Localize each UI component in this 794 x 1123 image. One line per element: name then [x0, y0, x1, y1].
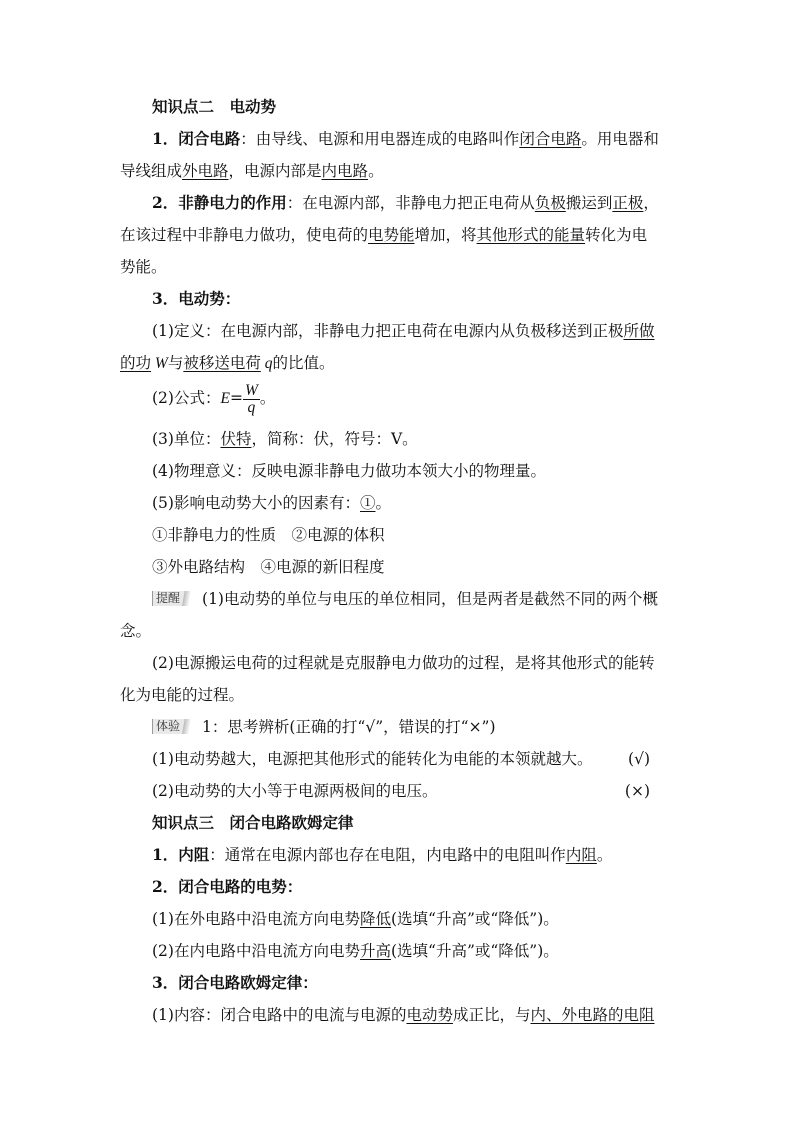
potential-internal [152, 940, 676, 964]
text: 。 [375, 494, 391, 512]
text: (5)影响电动势大小的因素有： [152, 494, 360, 512]
options-line-1: ①非静电力的性质 ②电源的体积 [152, 526, 385, 544]
text: 与 [167, 354, 184, 372]
answer-underline: 电势能 [368, 226, 415, 244]
text: 的比值。 [272, 354, 335, 372]
paragraph-closed-circuit: 1．闭合电路：由导线、电源和用电器连成的电路叫作闭合电路。用电器和 [152, 129, 659, 148]
options-line-2: ③外电路结构 ④电源的新旧程度 [152, 558, 385, 576]
tip-line-2: (2)电源搬运电荷的过程就是克服静电力做功的过程，是将其他形式的能转 [152, 654, 655, 672]
unit-line [152, 428, 676, 452]
text: (1)内容：闭合电路中的电流与电源的 [152, 1006, 407, 1024]
text: 转化为电 [585, 226, 648, 244]
definition-line [152, 320, 676, 344]
variable-q: q [260, 355, 273, 372]
answer-underline: 伏特 [220, 430, 252, 448]
paragraph-closed-circuit-cont [120, 160, 676, 184]
answer-underline: 正极 [612, 194, 644, 212]
text: (选填“升高”或“降低”)。 [390, 942, 559, 960]
text: 搬运到 [565, 194, 613, 212]
paragraph-nonelectrostatic-end: 势能。 [120, 258, 167, 276]
answer-mark: (×) [624, 782, 650, 800]
text: ， [643, 194, 659, 212]
ohm-law-content [152, 1004, 676, 1028]
text: 。 [368, 162, 384, 180]
tip-line-2-cont: 化为电能的过程。 [120, 686, 245, 704]
answer-underline: 升高 [359, 942, 391, 960]
tip-line-1 [152, 588, 676, 612]
experience-line [152, 716, 676, 740]
text: 。 [596, 846, 613, 864]
variable-e: E [220, 390, 230, 407]
answer-underline: 的功 [120, 354, 152, 372]
judgement-item-2 [152, 780, 676, 804]
definition-line-cont [120, 352, 676, 376]
paragraph-nonelectrostatic-cont [120, 224, 676, 248]
section-heading-emf: 知识点二 电动势 [152, 97, 277, 116]
text: (1)在外电路中沿电流方向电势 [152, 910, 360, 928]
text: (1)电动势越大，电源把其他形式的能转化为电能的本领就越大。 [152, 750, 593, 768]
text: 。 [259, 389, 276, 407]
text: ，电源内部是 [228, 162, 322, 180]
answer-underline: 内阻 [565, 846, 597, 864]
potential-external [152, 908, 676, 932]
text: (3)单位： [152, 430, 221, 448]
text: 。用电器和 [581, 130, 659, 148]
answer-underline: 其他形式的能量 [476, 226, 586, 244]
text: ：由导线、电源和用电器连成的电路叫作 [240, 130, 520, 148]
paragraph-nonelectrostatic-force: 2．非静电力的作用：在电源内部，非静电力把正电荷从负极搬运到正极， [152, 193, 659, 212]
answer-mark: (√) [628, 750, 650, 768]
answer-underline: 被移送电荷 [183, 354, 261, 372]
answer-underline: 所做 [623, 322, 655, 340]
answer-underline: 内、外电路的电阻 [530, 1006, 655, 1024]
text: (2)公式： [152, 389, 221, 407]
text: 增加，将 [414, 226, 477, 244]
internal-resistance-line: 1．内阻：通常在电源内部也存在电阻，内电路中的电阻叫作内阻。 [152, 845, 613, 864]
text: ：在电源内部，非静电力把正电荷从 [286, 194, 535, 212]
answer-underline: 外电路 [182, 162, 229, 180]
text: (选填“升高”或“降低”)。 [390, 910, 559, 928]
answer-underline: 内电路 [321, 162, 369, 180]
tip-line-1-cont: 念。 [120, 622, 152, 640]
answer-underline: 闭合电路 [519, 130, 582, 148]
subheading-emf: 3．电动势： [152, 289, 241, 308]
answer-underline: 降低 [359, 910, 391, 928]
fraction-w-over-q [243, 383, 260, 416]
equals-sign: = [229, 389, 243, 407]
section-heading-ohm: 知识点三 闭合电路欧姆定律 [152, 813, 354, 832]
meaning-line: (4)物理意义：反映电源非静电力做功本领大小的物理量。 [152, 462, 546, 480]
text: 导线组成 [120, 162, 183, 180]
text: ，简称：伏，符号：V。 [251, 430, 418, 448]
formula-line [152, 378, 676, 418]
fraction-denominator: q [247, 398, 256, 416]
subheading-potential: 2．闭合电路的电势： [152, 877, 303, 896]
text: ：通常在电源内部也存在电阻，内电路中的电阻叫作 [209, 846, 566, 864]
answer-underline: ① [359, 494, 376, 512]
text: (2)在内电路中沿电流方向电势 [152, 942, 360, 960]
subheading-ohm-law: 3．闭合电路欧姆定律： [152, 973, 318, 992]
text: 成正比，与 [452, 1006, 531, 1024]
fraction-numerator: W [244, 381, 258, 399]
answer-underline: 负极 [534, 194, 566, 212]
text: (1)定义：在电源内部，非静电力把正电荷在电源内从负极移送到正极 [152, 322, 624, 340]
factors-line [152, 492, 676, 516]
judgement-item-1 [152, 748, 676, 772]
variable-w: W [151, 355, 168, 372]
experience-badge: 体验 [152, 719, 194, 734]
text: 在该过程中非静电力做功，使电荷的 [120, 226, 369, 244]
text: 1：思考辨析(正确的打“√”，错误的打“×”) [202, 718, 496, 736]
answer-underline: 电动势 [406, 1006, 453, 1024]
text: (1)电动势的单位与电压的单位相同，但是两者是截然不同的两个概 [202, 590, 658, 608]
text: (2)电动势的大小等于电源两极间的电压。 [152, 782, 438, 800]
tip-badge: 提醒 [152, 591, 194, 606]
